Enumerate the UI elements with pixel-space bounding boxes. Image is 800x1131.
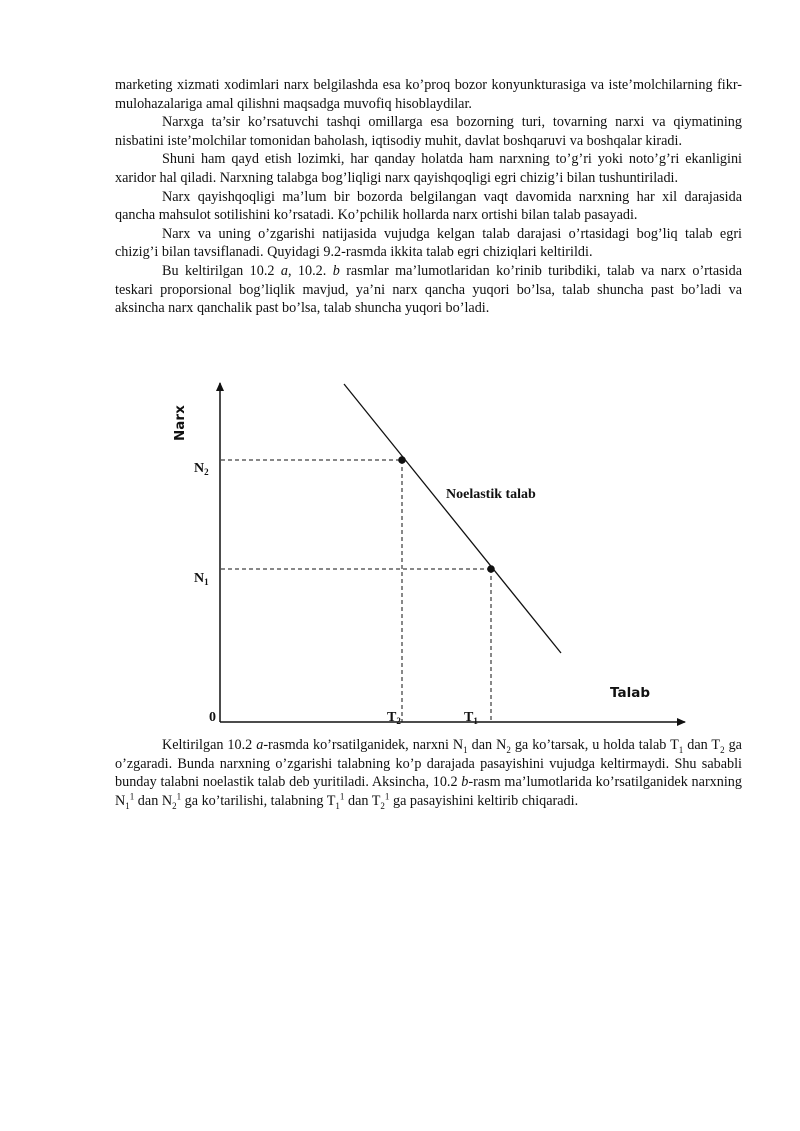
demand-curve	[344, 384, 561, 653]
paragraph: Shuni ham qayd etish lozimki, har qanday holatda ham narxning to’g’ri yoki noto’g’ri ekanligini xaridor hal qiladi. Narxning talabga bog’liqligi narx qayishqoqligi egri chizig’i bilan tushuntiriladi.	[115, 151, 742, 186]
paragraph: Keltirilgan 10.2 a-rasmda ko’rsatilganidek, narxni $N_1$ dan $N_2$ ga ko’tarsak, u holda talab $T_1$ dan $T_2$ ga o’zgaradi. Bunda narxning o’zgarishi talabning ko’p darajada pasayishini vujudga keltirmaydi. Shu sababli bunday talabni noelastik talab deb yuritiladi. Aksincha, 10.2 b-rasm ma’lumotlarida ko’rsatilganidek narxning $N_1^1$ dan $N_2^1$ ga ko’tarilishi, talabning $T_1^1$ dan $T_2^1$ ga pasayishini keltirib chiqaradi.	[115, 737, 742, 811]
x-tick-t1: $T_1$	[464, 710, 478, 726]
paragraph: Narxga ta’sir ko’rsatuvchi tashqi omillarga esa bozorning turi, tovarning narxi va qiymatining nisbatini iste’molchilar tomonidan baholash, iqtisodiy muhit, davlat boshqaruvi va boshqalar kiradi.	[115, 114, 742, 149]
text-block-top	[115, 76, 742, 318]
point-n1-t1	[487, 565, 495, 573]
x-axis-label: Talab	[610, 685, 650, 701]
paragraph: Bu keltirilgan 10.2 a, 10.2. b rasmlar ma’lumotlaridan ko’rinib turibdiki, talab va narx o’rtasida teskari proporsional bog’liqlik mavjud, ya’ni narx qancha yuqori bo’lsa, talab shuncha past bo’ladi va aksincha narx qanchalik past bo’lsa, talab shuncha yuqori bo’ladi.	[115, 262, 742, 317]
curve-label: Noelastik talab	[446, 487, 536, 502]
demand-chart	[0, 370, 800, 742]
x-tick-t2: $T_2$	[387, 710, 401, 726]
paragraph: Narx va uning o’zgarishi natijasida vujudga kelgan talab darajasi o’rtasidagi bog’liq talab egri chizig’i bilan tavsiflanadi. Quyidagi 9.2-rasmda ikkita talab egri chiziqlari keltirildi.	[115, 225, 742, 261]
point-n2-t2	[398, 456, 406, 464]
y-tick-n2: $N_2$	[194, 461, 209, 477]
y-axis-label: Narx	[172, 405, 188, 441]
paragraph: Narx qayishqoqligi ma’lum bir bozorda belgilangan vaqt davomida narxning har xil darajasida qancha mahsulot sotilishini ko’rsatadi. Ko’pchilik hollarda narx ortishi bilan talab pasayadi.	[115, 188, 742, 224]
origin-label: 0	[209, 710, 216, 725]
y-tick-n1: $N_1$	[194, 571, 209, 587]
text-block-bottom	[115, 736, 742, 810]
paragraph: marketing xizmati xodimlari narx belgilashda esa ko’proq bozor konyunkturasiga va iste’molchilarning fikr-mulohazalariga amal qilishni maqsadga muvofiq hisoblaydilar.	[115, 77, 742, 112]
